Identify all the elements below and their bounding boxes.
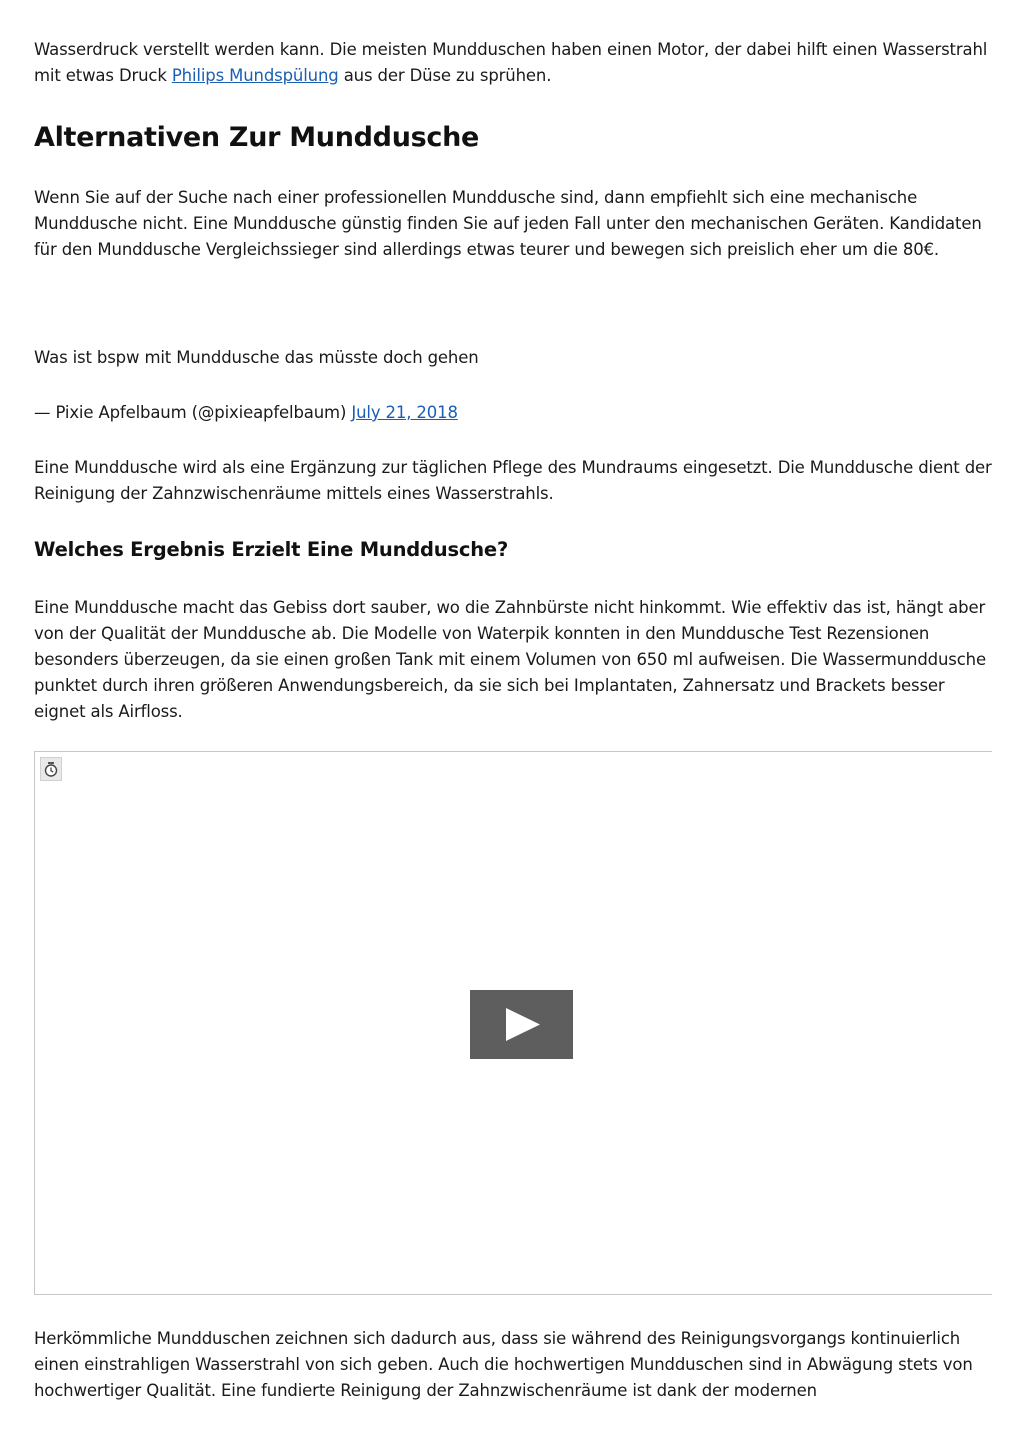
video-embed[interactable]	[34, 751, 992, 1295]
paragraph-herkoemmliche: Herkömmliche Mundduschen zeichnen sich dadurch aus, dass sie während des Reinigungsvorgangs kontinuierlich einen einstrahligen Wasserstrahl von sich geben. Auch die hochwertigen Mundduschen sind in Abwägung stets von hochwertiger Qualität. Eine fundierte Reinigung der Zahnzwischenräume ist dank der modernen	[34, 1329, 973, 1400]
heading-ergebnis: Welches Ergebnis Erzielt Eine Munddusche?	[34, 538, 509, 561]
tweet-attribution	[34, 400, 458, 426]
paragraph-intro	[34, 37, 992, 89]
tweet-text: Was ist bspw mit Munddusche das müsste doch gehen	[34, 348, 479, 367]
philips-mundspuelung-link[interactable]: Philips Mundspülung	[171, 66, 339, 85]
play-icon	[506, 1008, 540, 1041]
heading-alternativen: Alternativen Zur Munddusche	[34, 122, 480, 153]
play-button[interactable]	[470, 990, 573, 1059]
paragraph-supplement: Eine Munddusche wird als eine Ergänzung zur täglichen Pflege des Mundraums eingesetzt. Die Munddusche dient der Reinigung der Zahnzwischenräume mittels eines Wasserstrahls.	[34, 458, 992, 503]
tweet-date-link[interactable]: July 21, 2018	[351, 403, 458, 422]
paragraph-professional: Wenn Sie auf der Suche nach einer professionellen Munddusche sind, dann empfiehlt sich eine mechanische Munddusche nicht. Eine Munddusche günstig finden Sie auf jeden Fall unter den mechanischen Geräten. Kandidaten für den Munddusche Vergleichssieger sind allerdings etwas teurer und bewegen sich preislich eher um die 80€.	[34, 188, 982, 259]
paragraph-ergebnis: Eine Munddusche macht das Gebiss dort sauber, wo die Zahnbürste nicht hinkommt. Wie effektiv das ist, hängt aber von der Qualität der Munddusche ab. Die Modelle von Waterpik konnten in den Munddusche Test Rezensionen besonders überzeugen, da sie einen großen Tank mit einem Volumen von 650 ml aufweisen. Die Wassermunddusche punktet durch ihren größeren Anwendungsbereich, da sie sich bei Implantaten, Zahnersatz und Brackets besser eignet als Airfloss.	[34, 598, 986, 721]
paragraph-text: aus der Düse zu sprühen.	[338, 66, 552, 85]
clock-icon[interactable]	[40, 757, 62, 781]
tweet-author: — Pixie Apfelbaum (@pixieapfelbaum)	[34, 403, 352, 422]
paragraph-text: Wasserdruck verstellt werden kann. Die meisten Mundduschen haben einen Motor, der dabei hilft einen Wasserstrahl mit etwas Druck	[34, 40, 988, 85]
